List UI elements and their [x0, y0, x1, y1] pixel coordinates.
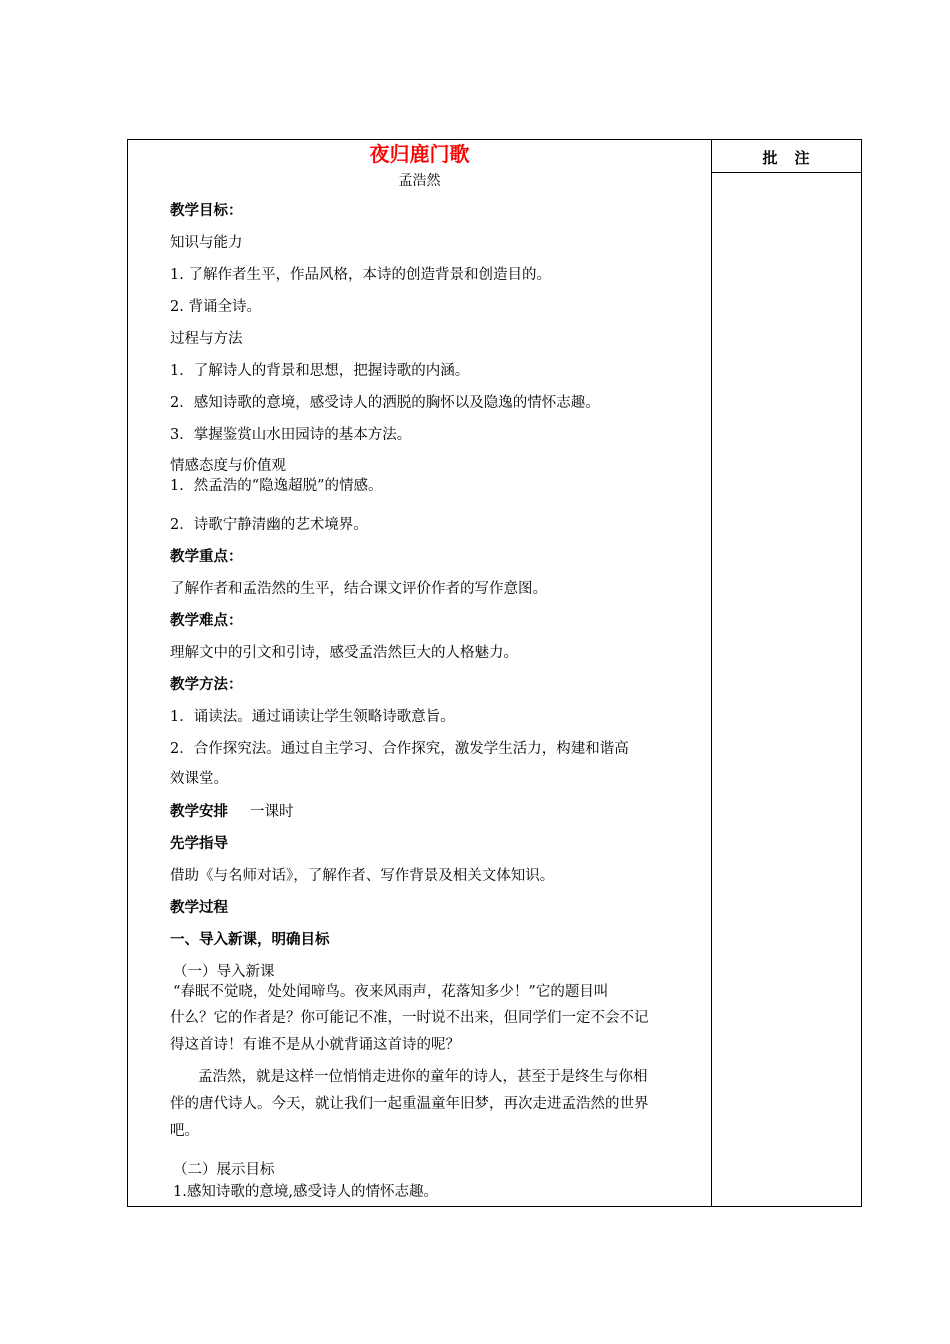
- intro-line-2: 什么？它的作者是？你可能记不准，一时说不出来，但同学们一定不会不记: [170, 1010, 649, 1026]
- subsection-1-heading: （一）导入新课: [173, 964, 275, 980]
- guide-text: 借助《与名师对话》，了解作者、写作背景及相关文体知识。: [170, 868, 555, 884]
- difficulties-heading: 教学难点：: [170, 612, 243, 629]
- method-item-2-cont: 效课堂。: [170, 771, 228, 787]
- process-heading: 过程与方法: [170, 331, 243, 347]
- process-item-2: 2．感知诗歌的意境，感受诗人的洒脱的胸怀以及隐逸的情怀志趣。: [170, 395, 600, 411]
- objectives-heading: 教学目标：: [170, 202, 243, 219]
- column-divider: [711, 140, 712, 1206]
- subsection-2-heading: （二）展示目标: [173, 1162, 275, 1178]
- emotion-item-2: 2．诗歌宁静清幽的艺术境界。: [170, 517, 368, 533]
- emotion-heading: 情感态度与价值观: [170, 458, 286, 474]
- key-points-text: 了解作者和孟浩然的生平，结合课文评价作者的写作意图。: [170, 581, 547, 597]
- method-item-2: 2．合作探究法。通过自主学习、合作探究，激发学生活力，构建和谐高: [170, 741, 629, 757]
- process-item-1: 1．了解诗人的背景和思想，把握诗歌的内涵。: [170, 363, 470, 379]
- emotion-item-1: 1．然孟浩的“隐逸超脱”的情感。: [170, 478, 383, 494]
- intro-line-1: “春眠不觉晓，处处闻啼鸟。夜来风雨声，花落知多少！”它的题目叫: [173, 984, 609, 1000]
- intro-line-4: 孟浩然，就是这样一位悄悄走进你的童年的诗人，甚至于是终生与你相: [198, 1069, 648, 1085]
- teaching-process-heading: 教学过程: [170, 899, 228, 916]
- arrangement-heading: 教学安排: [170, 803, 228, 820]
- lesson-content: [128, 140, 711, 1206]
- guide-heading: 先学指导: [170, 835, 228, 852]
- arrangement-row: [170, 800, 294, 821]
- annotation-header-divider: [711, 172, 861, 173]
- arrangement-text: 一课时: [250, 804, 294, 820]
- section-1-heading: 一、导入新课，明确目标: [170, 931, 330, 948]
- intro-line-6: 吧。: [170, 1123, 199, 1139]
- knowledge-item-2: 2. 背诵全诗。: [170, 299, 261, 315]
- knowledge-item-1: 1. 了解作者生平，作品风格，本诗的创造背景和创造目的。: [170, 267, 551, 283]
- process-item-3: 3．掌握鉴赏山水田园诗的基本方法。: [170, 427, 412, 443]
- goal-item-1: 1.感知诗歌的意境,感受诗人的情怀志趣。: [173, 1184, 438, 1200]
- method-item-1: 1．诵读法。通过诵读让学生领略诗歌意旨。: [170, 709, 455, 725]
- lesson-plan-table: [127, 139, 862, 1207]
- knowledge-heading: 知识与能力: [170, 235, 243, 251]
- intro-line-5: 伴的唐代诗人。今天，就让我们一起重温童年旧梦，再次走进孟浩然的世界: [170, 1096, 649, 1112]
- key-points-heading: 教学重点：: [170, 548, 243, 565]
- intro-line-3: 得这首诗！有谁不是从小就背诵这首诗的呢？: [170, 1037, 460, 1053]
- methods-heading: 教学方法：: [170, 676, 243, 693]
- difficulties-text: 理解文中的引文和引诗，感受孟浩然巨大的人格魅力。: [170, 645, 518, 661]
- poem-author: 孟浩然: [398, 173, 441, 189]
- poem-title: 夜归鹿门歌: [369, 142, 470, 166]
- annotation-column-header: 批 注: [762, 149, 811, 167]
